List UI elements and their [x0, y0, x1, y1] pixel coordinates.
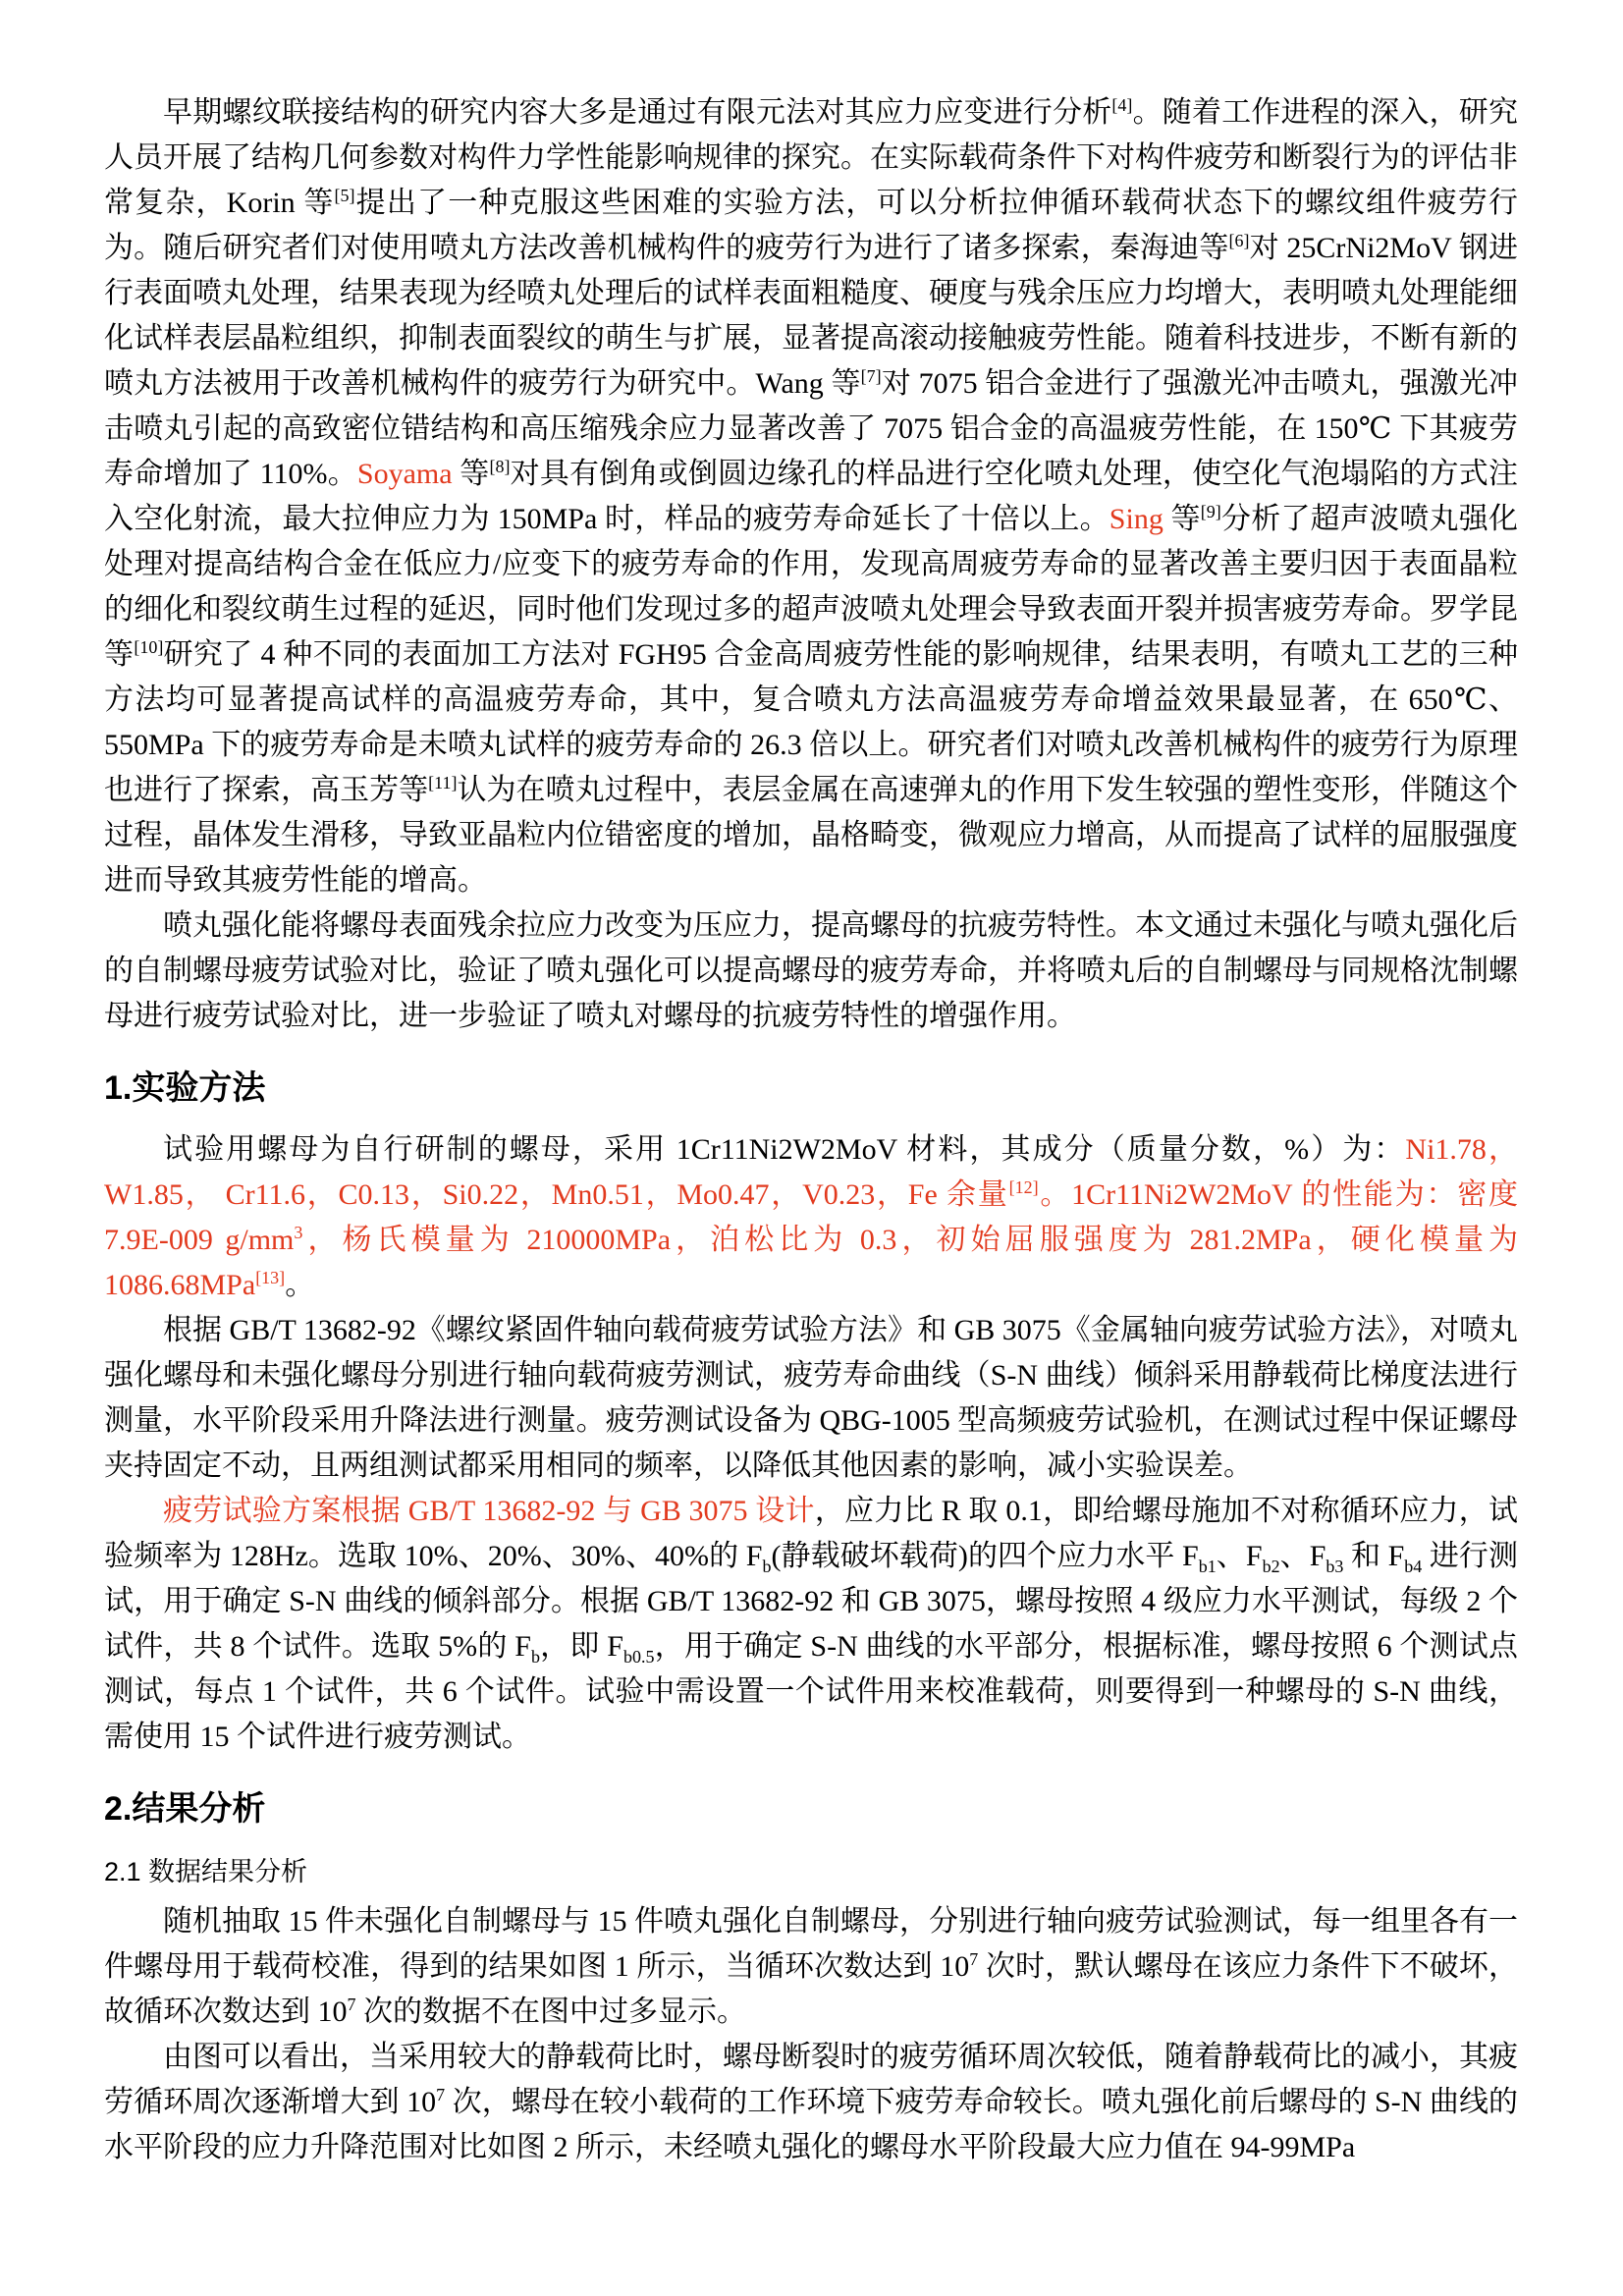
results-paragraph-1	[104, 1899, 1518, 2035]
reference-superscript: [11]	[428, 773, 458, 793]
text-run: 、F	[1216, 1540, 1263, 1572]
text-run: 分析了超声波喷丸强化处理对提高结构合金在低应力/应变下的疲劳寿命的作用，发现高周疲劳寿命的显著改善主要归因于表面晶粒的细化和裂纹萌生过程的延迟，同时他们发现过多的超声波喷丸处理会导致表面开裂并损害疲劳寿命。罗学昆等	[104, 503, 1519, 671]
text-run: 2.结果分析	[104, 1790, 266, 1828]
text-run: 对 25CrNi2MoV 钢进行表面喷丸处理，结果表现为经喷丸处理后的试样表面粗糙度、硬度与残余压应力均增大，表明喷丸处理能细化试样表层晶粒组织，抑制表面裂纹的萌生与扩展，显著提高滚动接触疲劳性能。随着科技进步，不断有新的喷丸方法被用于改善机械构件的疲劳行为研究中。Wang 等	[104, 232, 1518, 400]
results-paragraph-2	[104, 2035, 1518, 2170]
text-run: 等	[452, 458, 490, 490]
text-run: 次，螺母在较小载荷的工作环境下疲劳寿命较长。喷丸强化前后螺母的 S-N 曲线的水平阶段的应力升降范围对比如图 2 所示，未经喷丸强化的螺母水平阶段最大应力值在 94-99MPa	[104, 2086, 1518, 2163]
document-body	[104, 90, 1518, 2170]
subscript-text: b0.5	[622, 1647, 655, 1667]
standards-paragraph	[104, 1308, 1518, 1489]
text-run: 对具有倒角或倒圆边缘孔的样品进行空化喷丸处理，使空化气泡塌陷的方式注入空化射流，最大拉伸应力为 150MPa 时，样品的疲劳寿命延长了十倍以上。	[104, 458, 1518, 535]
subsection-heading-data-analysis	[104, 1850, 1518, 1893]
subscript-text: b	[530, 1647, 540, 1667]
reference-superscript: [12]	[1008, 1177, 1039, 1197]
reference-superscript: [9]	[1200, 502, 1221, 521]
text-run: 提出了一种克服这些困难的实验方法，可以分析拉伸循环载荷状态下的螺纹组件疲劳行为。随后研究者们对使用喷丸方法改善机械构件的疲劳行为进行了诸多探索，秦海迪等	[104, 187, 1518, 264]
subscript-text: b4	[1404, 1557, 1423, 1576]
materials-paragraph	[104, 1127, 1518, 1308]
highlighted-text: 疲劳试验方案根据 GB/T 13682-92 与 GB 3075 设计	[163, 1495, 815, 1527]
highlighted-text: 。1Cr11Ni2W2MoV 的性能为：密度 7.9E-009 g/mm	[104, 1178, 1519, 1256]
reference-superscript: [4]	[1111, 95, 1133, 115]
highlighted-text: Soyama	[356, 458, 453, 490]
text-run: 喷丸强化能将螺母表面残余拉应力改变为压应力，提高螺母的抗疲劳特性。本文通过未强化与喷丸强化后的自制螺母疲劳试验对比，验证了喷丸强化可以提高螺母的疲劳寿命，并将喷丸后的自制螺母与同规格沈制螺母进行疲劳试验对比，进一步验证了喷丸对螺母的抗疲劳特性的增强作用。	[104, 909, 1518, 1032]
text-run: 随机抽取 15 件未强化自制螺母与 15 件喷丸强化自制螺母，分别进行轴向疲劳试验测试，每一组里各有一件螺母用于载荷校准，得到的结果如图 1 所示，当循环次数达到 10	[104, 1905, 1518, 1983]
text-run: 对 7075 铝合金进行了强激光冲击喷丸，强激光冲击喷丸引起的高致密位错结构和高压缩残余应力显著改善了 7075 铝合金的高温疲劳性能，在 150℃ 下其疲劳寿命增加了 110%。	[104, 367, 1518, 490]
reference-superscript: [8]	[489, 457, 511, 476]
section-heading-results	[104, 1783, 1518, 1834]
subscript-text: b3	[1325, 1557, 1344, 1576]
subscript-text: b2	[1262, 1557, 1280, 1576]
reference-superscript: 7	[436, 2085, 446, 2105]
reference-superscript: [10]	[134, 637, 164, 657]
text-run: 根据 GB/T 13682-92《螺纹紧固件轴向载荷疲劳试验方法》和 GB 3075《金属轴向疲劳试验方法》，对喷丸强化螺母和未强化螺母分别进行轴向载荷疲劳测试，疲劳寿命曲线（S-N 曲线）倾斜采用静载荷比梯度法进行测量，水平阶段采用升降法进行测量。疲劳测试设备为 QBG-1005 型高频疲劳试验机，在测试过程中保证螺母夹持固定不动，且两组测试都采用相同的频率，以降低其他因素的影响，减小实验误差。	[104, 1314, 1518, 1482]
reference-superscript: [7]	[860, 366, 882, 386]
text-run: 。随着工作进程的深入，研究人员开展了结构几何参数对构件力学性能影响规律的探究。在实际载荷条件下对构件疲劳和断裂行为的评估非常复杂，Korin 等	[104, 96, 1519, 219]
text-run: 次的数据不在图中过多显示。	[355, 1995, 746, 2028]
highlighted-text: Sing	[1109, 503, 1163, 535]
text-run: 早期螺纹联接结构的研究内容大多是通过有限元法对其应力应变进行分析	[163, 96, 1112, 129]
motivation-paragraph	[104, 903, 1518, 1039]
text-run: ，应力比 R 取 0.1，即给螺母施加不对称循环应力，试验频率为 128Hz。选取 10%、20%、30%、40%的 F	[104, 1495, 1518, 1572]
text-run: 试验用螺母为自行研制的螺母，采用 1Cr11Ni2W2MoV 材料，其成分（质量分数，%）为：	[163, 1133, 1406, 1166]
text-run: 研究了 4 种不同的表面加工方法对 FGH95 合金高周疲劳性能的影响规律，结果表明，有喷丸工艺的三种方法均可显著提高试样的高温疲劳寿命，其中，复合喷丸方法高温疲劳寿命增益效果最显著，在 650℃、550MPa 下的疲劳寿命是未喷丸试样的疲劳寿命的 26.3 倍以上。研究者们对喷丸改善机械构件的疲劳行为原理也进行了探索，高玉芳等	[104, 638, 1519, 806]
text-run: 、F	[1279, 1540, 1326, 1572]
text-run: 进行测试，用于确定 S-N 曲线的倾斜部分。根据 GB/T 13682-92 和 GB 3075，螺母按照 4 级应力水平测试，每级 2 个试件，共 8 个试件。选取 5%的 F	[104, 1540, 1519, 1663]
text-run: (静载破坏载荷)的四个应力水平 F	[771, 1540, 1199, 1572]
text-run: ，即 F	[539, 1630, 623, 1663]
subscript-text: b	[762, 1557, 772, 1576]
text-run: 1.实验方法	[104, 1069, 266, 1107]
text-run: 和 F	[1343, 1540, 1405, 1572]
intro-paragraph	[104, 90, 1518, 903]
text-run: 。	[285, 1269, 315, 1301]
section-heading-methods	[104, 1063, 1518, 1114]
highlighted-text: ，杨氏模量为 210000MPa，泊松比为 0.3，初始屈服强度为 281.2MPa，硬化模量为 1086.68MPa	[104, 1224, 1518, 1301]
reference-superscript: [13]	[255, 1268, 286, 1287]
text-run: ，用于确定 S-N 曲线的水平部分，根据标准，螺母按照 6 个测试点测试，每点 1 个试件，共 6 个试件。试验中需设置一个试件用来校准载荷，则要得到一种螺母的 S-N 曲线，需使用 15 个试件进行疲劳测试。	[104, 1630, 1518, 1753]
text-run: 由图可以看出，当采用较大的静载荷比时，螺母断裂时的疲劳循环周次较低，随着静载荷比的减小，其疲劳循环周次逐渐增大到 10	[104, 2041, 1518, 2118]
reference-superscript: 7	[969, 1949, 979, 1969]
highlighted-text: Ni1.78，W1.85， Cr11.6，C0.13，Si0.22，Mn0.51，Mo0.47，V0.23，Fe 余量	[104, 1133, 1518, 1211]
reference-superscript: [5]	[334, 186, 355, 205]
text-run: 等	[1163, 503, 1201, 535]
subscript-text: b1	[1198, 1557, 1217, 1576]
text-run: 次时，默认螺母在该应力条件下不破坏，故循环次数达到 10	[104, 1950, 1518, 2028]
test-plan-paragraph	[104, 1489, 1518, 1760]
reference-superscript: 3	[294, 1223, 303, 1242]
text-run: 2.1 数据结果分析	[104, 1857, 308, 1886]
reference-superscript: [6]	[1228, 231, 1250, 250]
text-run: 认为在喷丸过程中，表层金属在高速弹丸的作用下发生较强的塑性变形，伴随这个过程，晶体发生滑移，导致亚晶粒内位错密度的增加，晶格畸变，微观应力增高，从而提高了试样的屈服强度进而导致其疲劳性能的增高。	[104, 774, 1519, 897]
reference-superscript: 7	[347, 1995, 356, 2014]
